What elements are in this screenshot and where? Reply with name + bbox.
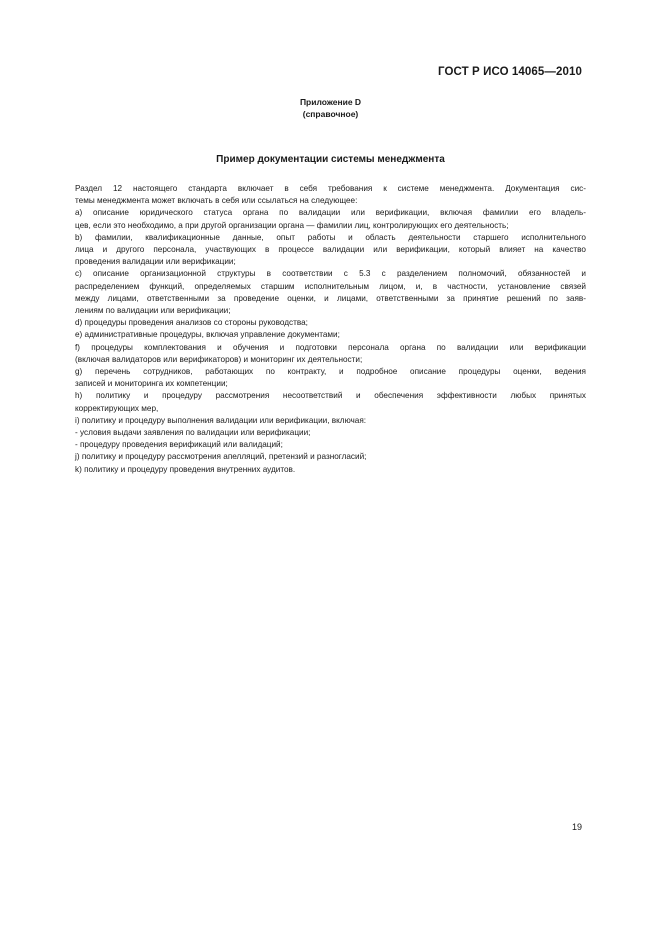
text-line: между лицами, ответственными за проведение оценки, и лицами, ответственными за принятие решений по заяв- <box>75 293 586 303</box>
text-line: лениям по валидации или верификации; <box>75 306 231 316</box>
text-line: корректирующих мер, <box>75 403 159 413</box>
text-line: h) политику и процедуру рассмотрения несоответствий и обеспечения эффективности любых принятых <box>75 391 586 401</box>
text-line: проведения валидации или верификации; <box>75 257 236 267</box>
text-line: а) описание юридического статуса органа по валидации или верификации, включая фамилии его владель- <box>75 208 586 218</box>
text-line: с) описание организационной структуры в соответствии с 5.3 с разделением полномочий, обязанностей и <box>75 269 586 279</box>
text-line: темы менеджмента может включать в себя или ссылаться на следующее: <box>75 196 358 206</box>
text-line: Раздел 12 настоящего стандарта включает в себя требования к системе менеджмента. Документация сис- <box>75 184 586 193</box>
text-line: j) политику и процедуру рассмотрения апелляций, претензий и разногласий; <box>75 452 367 462</box>
text-line: цев, если это необходимо, а при другой организации органа — фамилии лиц, контролирующих его деятельность; <box>75 220 509 230</box>
annex-heading <box>0 96 661 120</box>
body-text <box>75 183 586 476</box>
text-line: (включая валидаторов или верификаторов) и мониторинг их деятельности; <box>75 354 363 364</box>
text-line: е) административные процедуры, включая управление документами; <box>75 330 340 340</box>
text-line: b) фамилии, квалификационные данные, опыт работы и область деятельности старшего исполнительного <box>75 232 586 242</box>
text-line: распределением функций, определяемых старшим исполнительным лицом, и, в частности, установление связей <box>75 281 586 291</box>
text-line: - условия выдачи заявления по валидации или верификации; <box>75 428 311 438</box>
text-line: d) процедуры проведения анализов со стороны руководства; <box>75 318 308 328</box>
text-line: i) политику и процедуру выполнения валидации или верификации, включая: <box>75 415 367 425</box>
text-line: f) процедуры комплектования и обучения и подготовки персонала органа по валидации или верификации <box>75 342 586 352</box>
annex-type: (справочное) <box>302 109 359 119</box>
text-line: записей и мониторинга их компетенции; <box>75 379 228 389</box>
text-line: лица и другого персонала, участвующих в процессе валидации или верификации, который влияет на качество <box>75 245 586 255</box>
text-line: g) перечень сотрудников, работающих по контракту, и подробное описание процедуры оценки, ведения <box>75 367 586 377</box>
annex-title: Пример документации системы менеджмента <box>216 154 445 165</box>
page-number: 19 <box>571 822 582 832</box>
text-line: k) политику и процедуру проведения внутренних аудитов. <box>75 464 296 474</box>
annex-label: Приложение D <box>299 97 362 107</box>
standard-designation: ГОСТ Р ИСО 14065—2010 <box>437 66 582 78</box>
text-line: - процедуру проведения верификаций или валидаций; <box>75 440 283 450</box>
